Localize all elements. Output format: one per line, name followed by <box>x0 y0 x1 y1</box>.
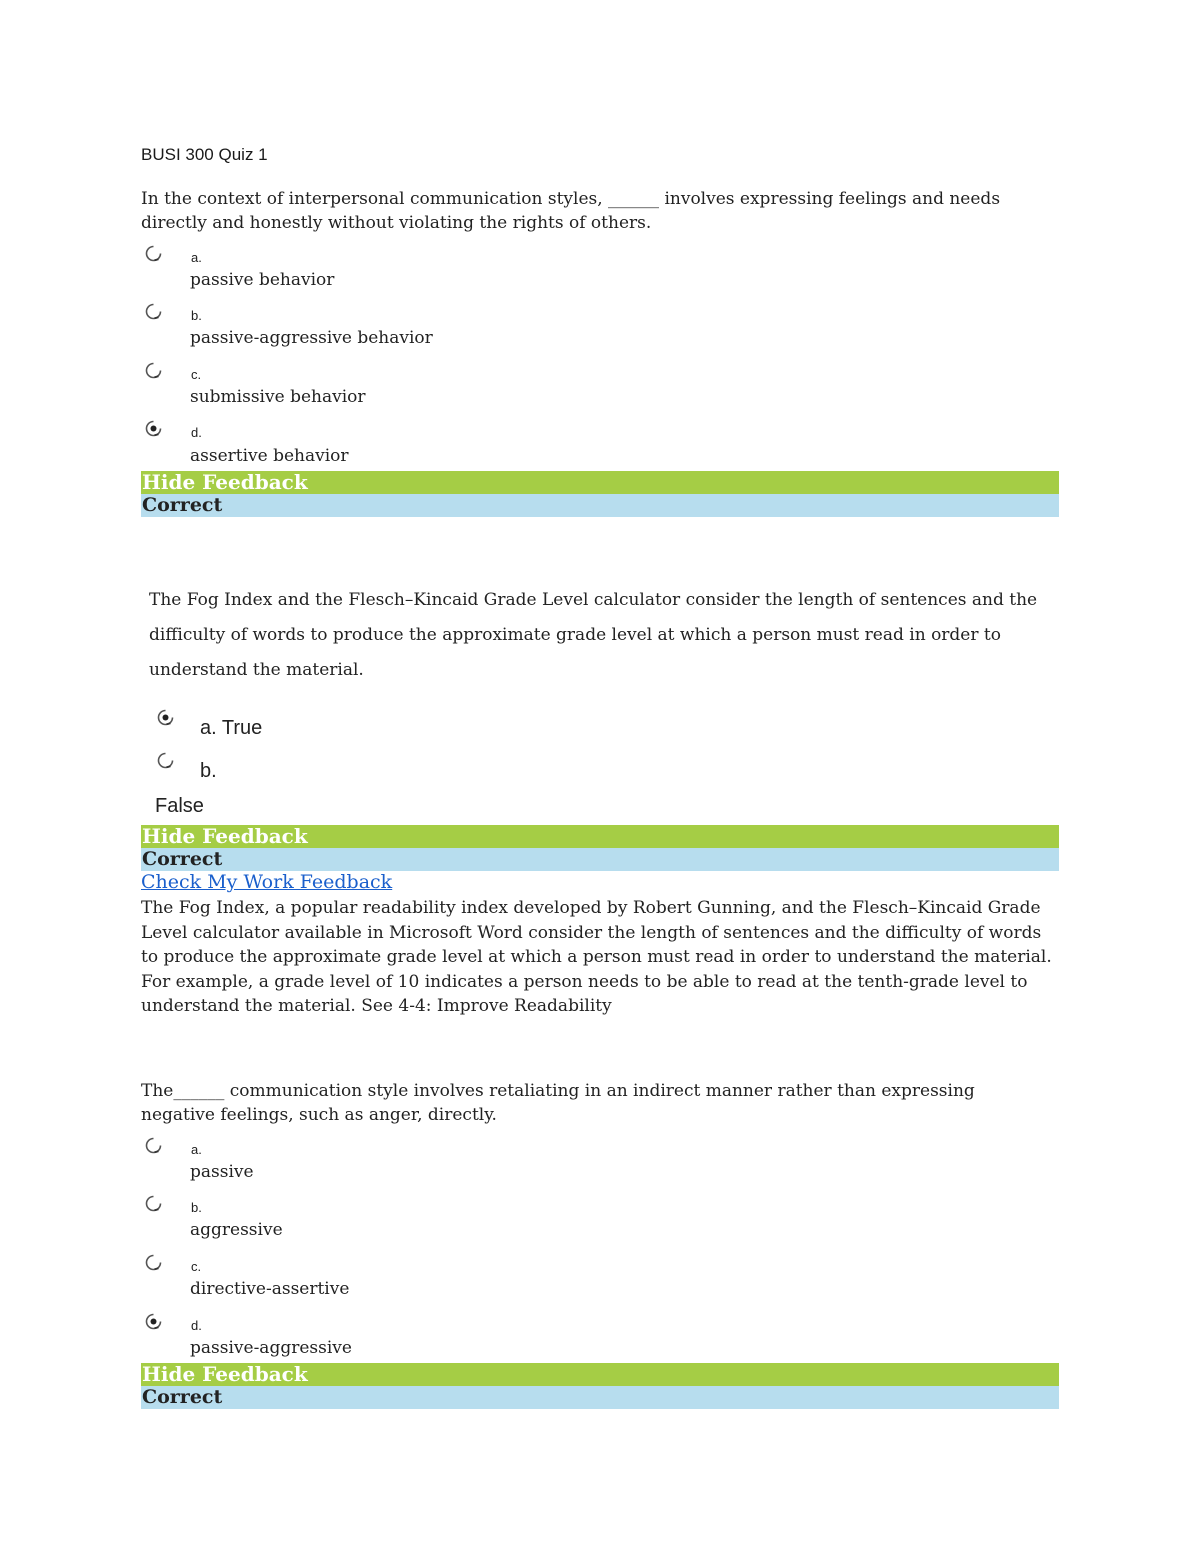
hide-feedback-button[interactable]: Hide Feedback <box>141 1363 1059 1386</box>
radio-empty-icon[interactable] <box>157 752 174 769</box>
option-letter: d. <box>191 425 202 440</box>
radio-empty-icon[interactable] <box>145 303 162 320</box>
option-text[interactable]: submissive behavior <box>190 387 366 407</box>
question-1-text: In the context of interpersonal communication styles, ______ involves expressing feelings and needs directly and honestly without violating the rights of others. <box>141 189 1001 233</box>
document-title: BUSI 300 Quiz 1 <box>141 145 268 164</box>
option-letter: d. <box>191 1318 202 1333</box>
option-text[interactable]: assertive behavior <box>190 446 349 466</box>
check-my-work-link[interactable]: Check My Work Feedback <box>141 871 393 893</box>
option-letter: c. <box>191 1259 202 1274</box>
option-text[interactable]: False <box>155 795 204 817</box>
option-text[interactable]: passive-aggressive behavior <box>190 328 433 348</box>
question-3-text: The______ communication style involves retaliating in an indirect manner rather than expressing negative feelings, such as anger, directly. <box>141 1081 975 1125</box>
feedback-text: The Fog Index, a popular readability index developed by Robert Gunning, and the Flesch–Kincaid Grade Level calculator available in Microsoft Word consider the length of sentences and the difficulty of words to produce the approximate grade level at which a person must read in order to understand the material. For example, a grade level of 10 indicates a person needs to be able to read at the tenth-grade level to understand the material. See 4-4: Improve Readability <box>141 898 1052 1016</box>
radio-empty-icon[interactable] <box>145 1137 162 1154</box>
hide-feedback-button[interactable]: Hide Feedback <box>141 825 1059 848</box>
option-text[interactable]: passive-aggressive <box>190 1338 352 1358</box>
option-letter: a. <box>191 250 202 265</box>
option-letter: b. <box>191 308 202 323</box>
option-label[interactable]: a. True <box>200 717 263 739</box>
result-label: Correct <box>141 1386 1059 1409</box>
radio-empty-icon[interactable] <box>145 362 162 379</box>
option-letter: b. <box>191 1200 202 1215</box>
option-letter: c. <box>191 367 202 382</box>
option-text[interactable]: directive-assertive <box>190 1279 350 1299</box>
radio-empty-icon[interactable] <box>145 245 162 262</box>
result-label: Correct <box>141 494 1059 517</box>
result-label: Correct <box>141 848 1059 871</box>
radio-empty-icon[interactable] <box>145 1195 162 1212</box>
question-2-text: The Fog Index and the Flesch–Kincaid Grade Level calculator consider the length of sentences and the difficulty of words to produce the approximate grade level at which a person must read in order to understand the material. <box>149 590 1038 680</box>
option-letter: b. <box>200 760 217 782</box>
option-text[interactable]: passive <box>190 1162 254 1182</box>
option-text[interactable]: passive behavior <box>190 270 335 290</box>
radio-empty-icon[interactable] <box>145 1254 162 1271</box>
radio-selected-icon[interactable] <box>157 709 174 726</box>
radio-selected-icon[interactable] <box>145 420 162 437</box>
option-text[interactable]: aggressive <box>190 1220 283 1240</box>
hide-feedback-button[interactable]: Hide Feedback <box>141 471 1059 494</box>
radio-selected-icon[interactable] <box>145 1313 162 1330</box>
option-letter: a. <box>191 1142 202 1157</box>
